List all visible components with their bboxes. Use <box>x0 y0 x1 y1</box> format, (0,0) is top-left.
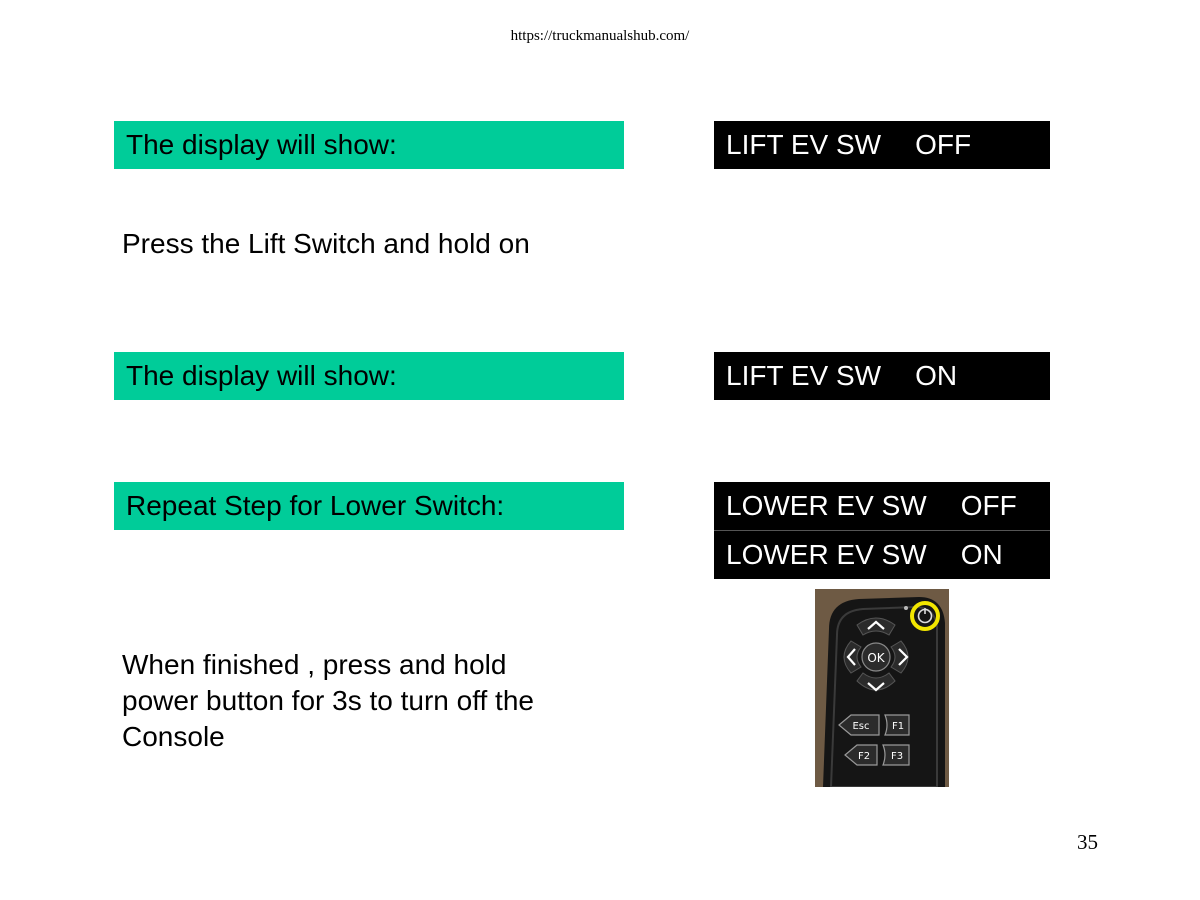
f3-button-label: F3 <box>890 751 904 762</box>
console-display-lift-on <box>714 352 1050 400</box>
f1-button[interactable] <box>885 715 909 735</box>
repeat-step-label-text: Repeat Step for Lower Switch: <box>126 490 505 521</box>
console-remote-photo <box>815 589 949 787</box>
display-name: LOWER EV SW <box>726 490 927 521</box>
f2-button-label: F2 <box>857 751 871 762</box>
f3-button[interactable] <box>883 745 909 765</box>
display-name: LIFT EV SW <box>726 360 882 391</box>
f1-button-label: F1 <box>891 721 905 732</box>
esc-button-label: Esc <box>852 721 870 732</box>
display-state: OFF <box>960 490 1017 521</box>
page-number: 35 <box>1077 830 1098 854</box>
display-label-1-text: The display will show: <box>126 129 397 160</box>
lift-switch-instruction: Press the Lift Switch and hold on <box>122 228 530 259</box>
display-state: ON <box>915 360 958 391</box>
console-display-lift-off <box>714 121 1050 169</box>
finish-line-3: Console <box>122 721 225 752</box>
display-state: OFF <box>915 129 972 160</box>
display-name: LOWER EV SW <box>726 539 927 570</box>
display-label-1 <box>114 121 624 169</box>
display-label-2 <box>114 352 624 400</box>
ok-button-label: OK <box>867 651 885 665</box>
display-name: LIFT EV SW <box>726 129 882 160</box>
repeat-step-label <box>114 482 624 530</box>
source-url: https://truckmanualshub.com/ <box>510 28 690 44</box>
finish-line-2: power button for 3s to turn off the <box>122 685 534 716</box>
ok-button[interactable] <box>862 643 890 671</box>
console-display-lower-off <box>714 482 1050 530</box>
finish-instructions <box>122 647 592 755</box>
display-state: ON <box>960 539 1003 570</box>
finish-line-1: When finished , press and hold <box>122 649 507 680</box>
console-display-lower-on <box>714 531 1050 579</box>
display-label-2-text: The display will show: <box>126 360 397 391</box>
